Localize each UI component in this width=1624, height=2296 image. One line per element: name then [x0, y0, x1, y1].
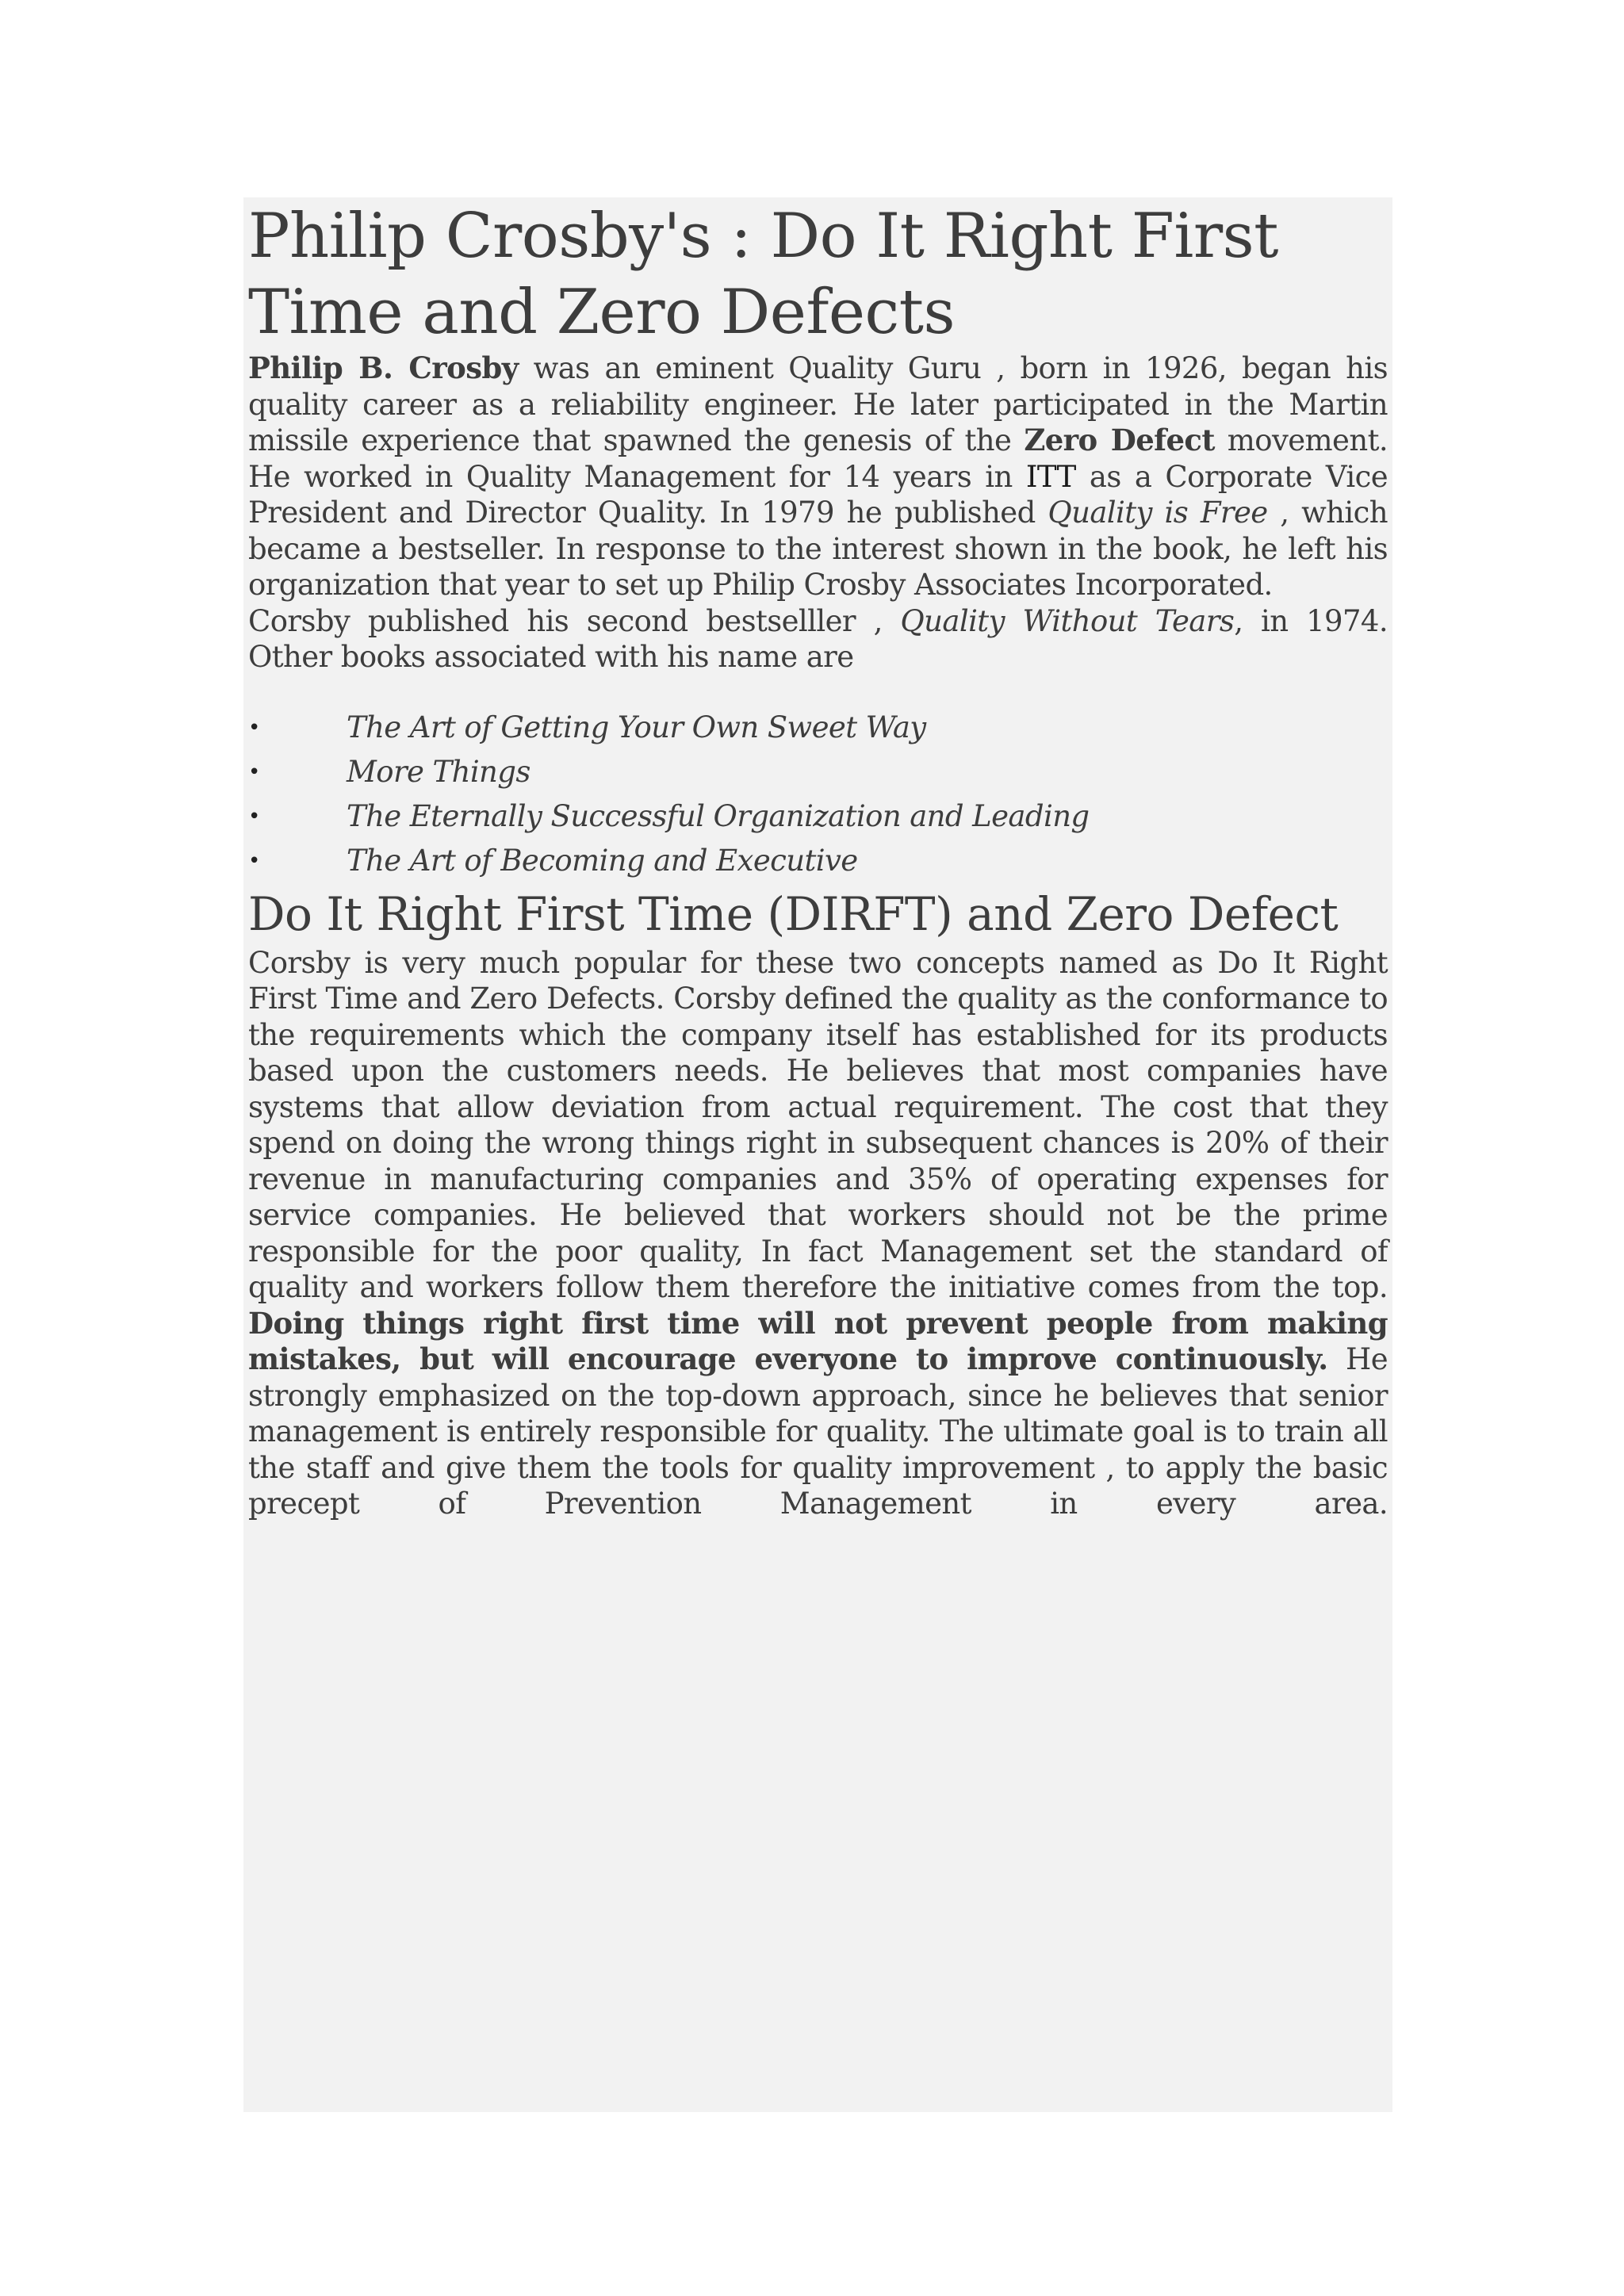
second-paragraph: Corsby published his second bestselller , Quality Without Tears, in 1974. Other books associated with his name are [248, 603, 1388, 674]
article-title: Philip Crosby's : Do It Right First Time and Zero Defects [248, 201, 1279, 348]
section-heading: Do It Right First Time (DIRFT) and Zero Defect [248, 886, 1339, 941]
bullet-icon: • [248, 848, 260, 873]
article [248, 198, 1388, 1522]
key-statement: Doing things right first time will not prevent people from making mistakes, but will encourage everyone to improve continuously. [248, 1305, 1388, 1376]
quality-without-tears-title: Quality Without Tears [900, 603, 1235, 638]
corporate-vp-link[interactable]: Corporate Vice President [248, 459, 1388, 530]
bullet-icon: • [248, 804, 260, 828]
books-list [248, 706, 1388, 883]
bullet-icon: • [248, 760, 260, 784]
zero-defect-term: Zero Defect [1024, 423, 1215, 457]
list-item: • The Art of Getting Your Own Sweet Way [248, 706, 1388, 750]
section-paragraph: Corsby is very much popular for these two concepts named as Do It Right First Time and Zero Defects. Corsby defined the quality as the conformance to the requirements which the company itself has established for its products based upon the customers needs. He believes that most companies have systems that allow deviation from actual requirement. The cost that they spend on doing the wrong things right in subsequent chances is 20% of their revenue in manufacturing companies and 35% of operating expenses for service companies. He believed that workers should not be the prime responsible for the poor quality, In fact Management set the standard of quality and workers follow them therefore the initiative comes from the top. Doing things right first time will not prevent people from making mistakes, but will encourage everyone to improve continuously. He strongly emphasized on the top-down approach, since he believes that senior management is entirely responsible for quality. The ultimate goal is to train all the staff and give them the tools for quality improvement , to apply the basic precept of Prevention Management in every area. [248, 945, 1388, 1521]
bullet-icon: • [248, 715, 260, 740]
list-item: • More Things [248, 750, 1388, 794]
list-item: • The Art of Becoming and Executive [248, 839, 1388, 883]
author-name: Philip B. Crosby [248, 350, 519, 385]
quality-is-free-title: Quality is Free [1048, 496, 1268, 530]
list-item: • The Eternally Successful Organization and Leading [248, 794, 1388, 839]
itt-link[interactable]: ITT [1025, 459, 1076, 494]
intro-paragraph: Philip B. Crosby was an eminent Quality Guru , born in 1926, began his quality career as a reliability engineer. He later participated in the Martin missile experience that spawned the genesis of the Zero Defect movement. He worked in Quality Management for 14 years in ITT as a Corporate Vice President and Director Quality. In 1979 he published Quality is Free , which became a bestseller. In response to the interest shown in the book, he left his organization that year to set up Philip Crosby Associates Incorporated. [248, 350, 1388, 602]
